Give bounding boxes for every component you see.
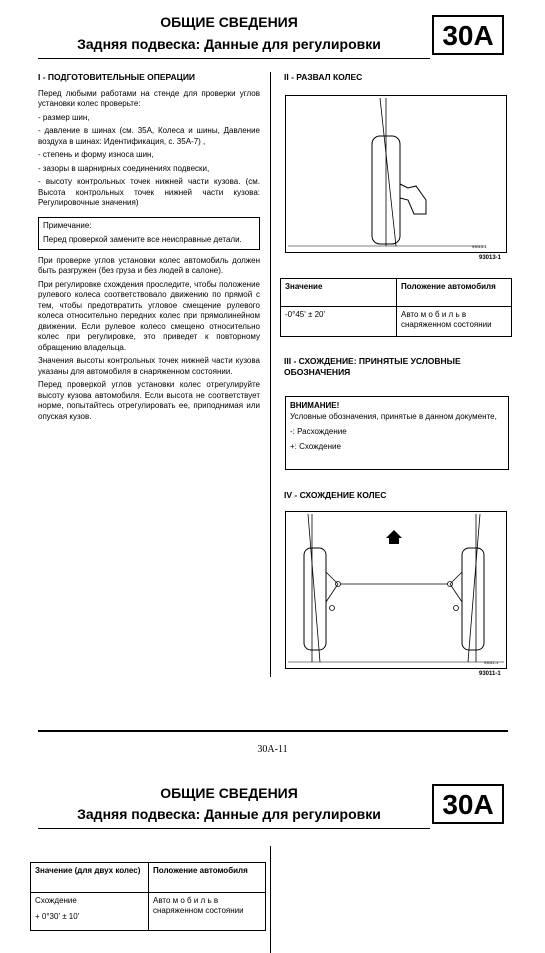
toe-value: + 0°30' ± 10': [35, 912, 80, 921]
body-paragraph: Перед проверкой углов установки колес отрегулируйте высоту кузова автомобиля. Если высота не соответствует норме, попытайтесь отрегулировать ее, приподнимая или опуская кузов.: [38, 380, 260, 421]
page2-subtitle: Задняя подвеска: Данные для регулировки: [77, 806, 381, 822]
camber-state: Авто м о б и л ь в снаряженном состоянии: [397, 307, 512, 337]
left-column: [38, 72, 260, 425]
camber-value: -0°45' ± 20': [281, 307, 397, 337]
section-title-preparation: I - ПОДГОТОВИТЕЛЬНЫЕ ОПЕРАЦИИ: [38, 72, 196, 82]
check-item: - давление в шинах (см. 35A, Колеса и шины, Давление воздуха в шинах: Идентификация, с. 35A-7) ,: [38, 126, 260, 146]
table2-header-state: Положение автомобиля: [149, 863, 266, 893]
body-paragraph: При регулировке схождения проследите, чтобы положение рулевого колеса соответствовало движению по прямой с тем, чтобы предотвратить угловое смещение рулевого колеса относительно передних колес при прямолинейном движении. Если рулевое колесо смещено относительно колес при регулировке, это приведет к повторному обращению владельца.: [38, 279, 260, 352]
footer-rule: [38, 730, 508, 732]
header-subtitle: Задняя подвеска: Данные для регулировки: [77, 36, 381, 52]
toe-name: Схождение: [35, 896, 77, 905]
check-item: - размер шин,: [38, 112, 90, 122]
check-item: - степень и форму износа шин,: [38, 150, 154, 159]
header-title: ОБЩИЕ СВЕДЕНИЯ: [160, 14, 298, 30]
section-title-camber: II - РАЗВАЛ КОЛЕС: [284, 72, 363, 82]
fig-small-code: 93013-1: [472, 244, 487, 249]
check-item: - высоту контрольных точек нижней части кузова. (см. Высота контрольных точек нижней части кузова: Регулировочные значения): [38, 177, 260, 207]
column-divider: [270, 72, 271, 677]
toe-table: [30, 862, 266, 931]
camber-diagram: [286, 96, 506, 252]
check-item: - зазоры в шарнирных соединениях подвески,: [38, 163, 210, 173]
section-badge: 30A: [432, 15, 504, 55]
note-title: Примечание:: [43, 220, 92, 230]
intro-text: Перед любыми работами на стенде для проверки углов установки колес проверьте:: [38, 88, 260, 108]
toe-diagram: [286, 512, 506, 668]
page2-header-rule: [38, 828, 430, 829]
fig-label-toe: 93011-1: [479, 671, 501, 677]
body-paragraph: Значения высоты контрольных точек нижней части кузова указаны для автомобиля в снаряженном состоянии.: [38, 356, 260, 376]
fig-label-camber: 93013-1: [479, 255, 502, 261]
page-number: 30A-11: [257, 744, 288, 755]
warning-box: [285, 396, 509, 470]
body-paragraph: При проверке углов установки колес автомобиль должен быть разгружен (без груза и без людей в салоне).: [38, 255, 260, 275]
note-box: [38, 217, 260, 250]
warning-plus: +: Схождение: [290, 442, 341, 451]
note-text: Перед проверкой замените все неисправные детали.: [43, 235, 242, 244]
table-header-state: Положение автомобиля: [397, 279, 512, 307]
header-rule: [38, 58, 430, 59]
camber-table: [280, 278, 512, 337]
warning-title: ВНИМАНИЕ!: [290, 401, 340, 410]
page2-column-divider: [270, 846, 271, 953]
section-title-notation: III - СХОЖДЕНИЕ: ПРИНЯТЫЕ УСЛОВНЫЕ ОБОЗНАЧЕНИЯ: [284, 356, 461, 377]
warning-text: Условные обозначения, принятые в данном документе,: [290, 412, 497, 421]
table-header-value: Значение: [281, 279, 397, 307]
section-title-toe: IV - СХОЖДЕНИЕ КОЛЕС: [284, 490, 387, 500]
camber-figure: [285, 95, 507, 253]
table2-header-value: Значение (для двух колес): [31, 863, 149, 893]
toe-state: Авто м о б и л ь в снаряженном состоянии: [149, 893, 266, 931]
toe-cell: [31, 893, 149, 931]
fig-small-code: 93011-1: [484, 660, 499, 665]
warning-minus: -: Расхождение: [290, 427, 347, 436]
toe-figure: [285, 511, 507, 669]
page2-title: ОБЩИЕ СВЕДЕНИЯ: [160, 785, 298, 801]
page2-section-badge: 30A: [432, 784, 504, 824]
